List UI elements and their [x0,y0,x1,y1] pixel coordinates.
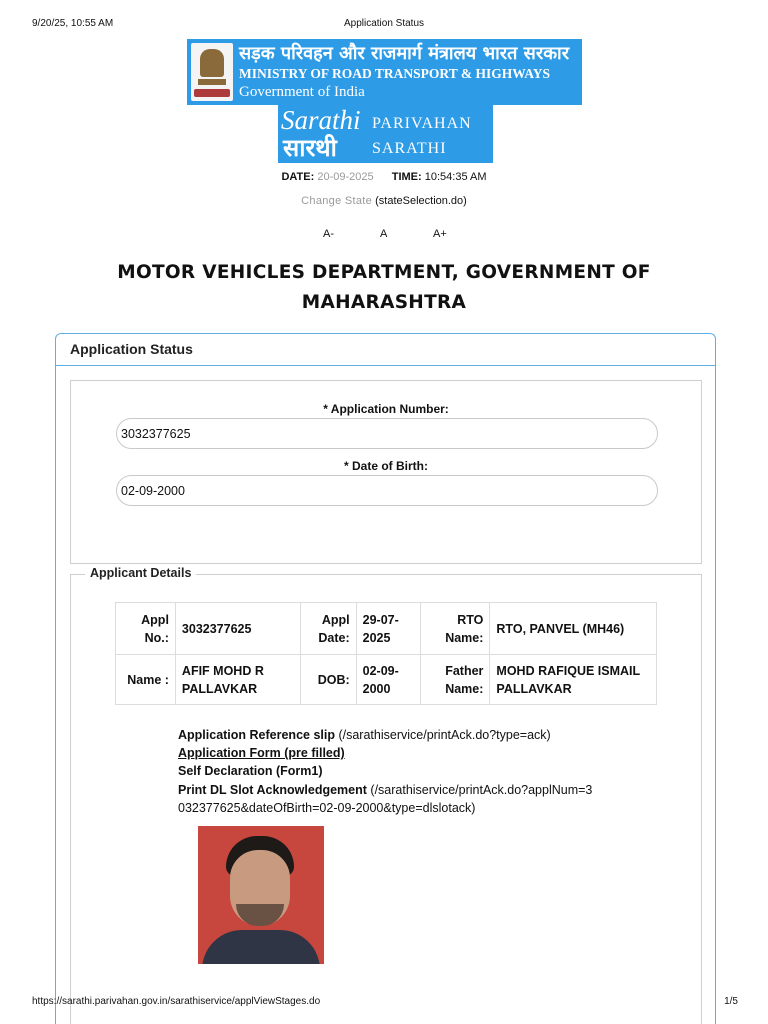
date-value: 20-09-2025 [317,171,374,183]
font-increase-button[interactable]: A+ [433,228,447,240]
rto-name-label: RTO Name: [420,603,490,655]
dob-input[interactable] [116,475,658,506]
application-form-link[interactable]: Application Form (pre filled) [178,746,345,761]
parivahan-text: PARIVAHAN [372,115,472,132]
ministry-banner [187,39,582,105]
applicant-details-table [115,602,657,705]
sarathi-text: SARATHI [372,140,447,157]
application-number-input[interactable] [116,418,658,449]
dob-label: * Date of Birth: [344,459,428,473]
change-state-link[interactable]: Change State [301,195,373,207]
print-timestamp: 9/20/25, 10:55 AM [32,18,114,29]
page-number: 1/5 [724,996,738,1007]
dl-slot-ack-link[interactable]: Print DL Slot Acknowledgement [178,782,367,797]
time-label: TIME: [391,171,422,183]
applicant-photo [198,826,324,964]
panel-heading: Application Status [56,334,715,366]
reference-slip-url: (/sarathiservice/printAck.do?type=ack) [338,728,551,742]
applicant-details-legend: Applicant Details [85,566,196,580]
appl-date-label: Appl Date: [300,603,356,655]
sarathi-logo-banner[interactable] [278,105,493,163]
sarathi-logo-hindi: सारथी [283,134,337,162]
name-value: AFIF MOHD R PALLAVKAR [175,655,300,705]
dl-slot-ack-url: (/sarathiservice/printAck.do?applNum=3032377625&dateOfBirth=02-09-2000&type=dlslotack) [178,782,593,815]
print-footer [0,996,768,1010]
application-number-label: * Application Number: [323,402,449,416]
date-time-bar [0,171,768,183]
change-state [0,195,768,207]
national-emblem-icon [191,43,233,101]
ministry-name-english: MINISTRY OF ROAD TRANSPORT & HIGHWAYS [239,66,550,81]
print-page-title: Application Status [343,18,425,29]
rto-name-value: RTO, PANVEL (MH46) [490,603,657,655]
reference-slip-link[interactable]: Application Reference slip [178,728,335,742]
government-of-india: Government of India [239,84,365,100]
dob-table-label: DOB: [300,655,356,705]
document-links [178,726,598,817]
table-row [116,603,657,655]
sarathi-logo-english: Sarathi [281,105,361,135]
appl-no-value: 3032377625 [175,603,300,655]
self-declaration-link[interactable]: Self Declaration (Form1) [178,764,323,779]
appl-date-value: 29-07-2025 [356,603,420,655]
father-name-value: MOHD RAFIQUE ISMAIL PALLAVKAR [490,655,657,705]
applicant-details-fieldset [70,566,702,1024]
change-state-target: (stateSelection.do) [375,195,467,207]
status-form [70,380,702,564]
print-header [0,18,768,32]
time-value: 10:54:35 AM [424,171,487,183]
table-row [116,655,657,705]
print-url: https://sarathi.parivahan.gov.in/sarathiservice/applViewStages.do [32,996,321,1007]
font-decrease-button[interactable]: A- [323,228,334,240]
date-label: DATE: [281,171,315,183]
ministry-name-hindi: सड़क परिवहन और राजमार्ग मंत्रालय भारत सरकार [239,43,570,64]
font-normal-button[interactable]: A [380,228,388,240]
name-label: Name : [116,655,176,705]
father-name-label: Father Name: [420,655,490,705]
dob-table-value: 02-09-2000 [356,655,420,705]
application-status-panel [55,333,716,1024]
department-title: MOTOR VEHICLES DEPARTMENT, GOVERNMENT OF MAHARASHTRA [117,262,651,313]
appl-no-label: Appl No.: [116,603,176,655]
